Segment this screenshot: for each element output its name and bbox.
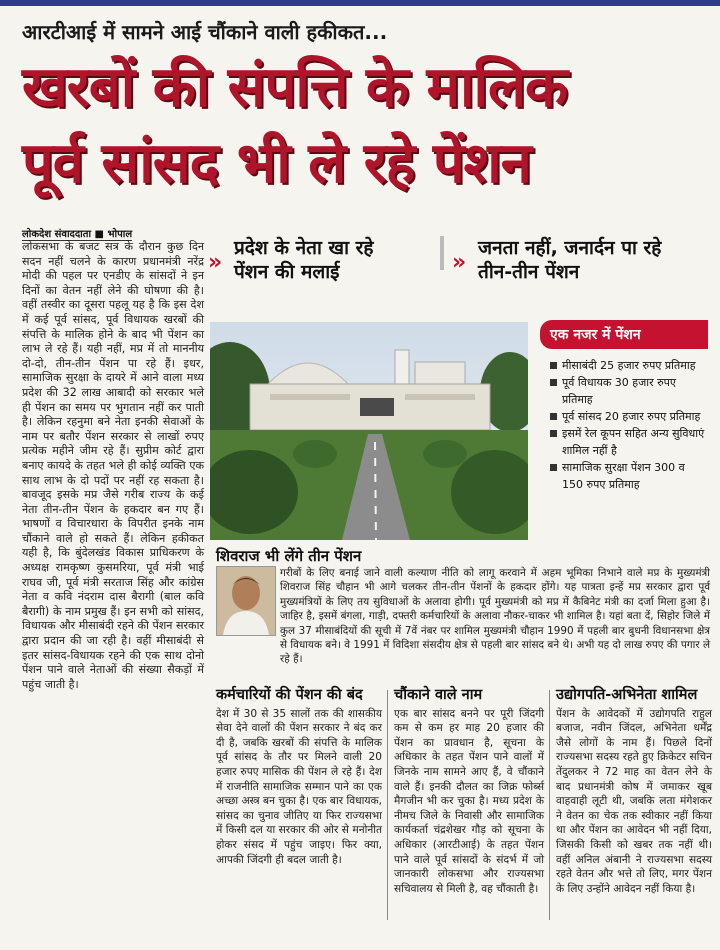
column-3-body: पेंशन के आवेदकों में उद्योगपति राहुल बजाज, नवीन जिंदल, अभिनेता धर्मेंद्र जैसे लोगों के नाम हैं। पिछले दिनों राज्यसभा सदस्य रहते हुए क्रिकेटर सचिन तेंदुलकर ने 72 माह का वेतन लेने के बाद प्रधानमंत्री कोष में जमाकर खूब वाहवाही लूटी थी, जबकि लता मंगेशकर ने वेतन का चेक तक स्वीकार नहीं किया था और पेंशन का आवेदन भी नहीं दिया, जिसकी किसी को खबर तक नहीं थी। वहीं अनिल अंबानी ने राज्यसभा सदस्य रहते वेतन और भत्ते तो लिए, मगर पेंशन के लिए उन्होंने आवेदन नहीं किया है। xyxy=(556,707,712,895)
column-1-body: देश में 30 से 35 सालों तक की शासकीय सेवा देने वालों की पेंशन सरकार ने बंद कर दी है, जबकि खरबों की संपत्ति के मालिक पूर्व सांसद के तौर पर मिलने वाली 20 हजार रुपए मासिक की पेंशन ले रहे हैं। देश में राजनीति सामाजिक सम्मान पाने का एक अच्छा अस्त्र बन चुका है। एक बार विधायक, सांसद का चुनाव जीतिए या फिर राज्यसभा में किसी दल या सरकार की ओर से मनोनीत होकर संसद में पहुंच जाइए। फिर क्या, आपकी जिंदगी ही बदल जाती है। xyxy=(216,707,382,866)
subhead-right-line-1: जनता नहीं, जनार्दन पा रहे xyxy=(478,237,662,259)
subhead-right-line-2: तीन-तीन पेंशन xyxy=(478,261,580,283)
headline-line-1: खरबों की संपत्ति के मालिक xyxy=(22,55,568,120)
kicker: आरटीआई में सामने आई चौंकाने वाली हकीकत... xyxy=(22,20,388,44)
list-item: मीसाबंदी 25 हजार रुपए प्रतिमाह xyxy=(552,357,708,374)
subhead-divider xyxy=(440,236,444,270)
column-3 xyxy=(556,688,712,896)
list-item: इसमें रेल कूपन सहित अन्य सुविधाएं शामिल नहीं है xyxy=(552,425,708,459)
subhead-left-line-1: प्रदेश के नेता खा रहे xyxy=(234,237,374,259)
left-column xyxy=(22,240,204,692)
top-color-strip xyxy=(0,0,720,6)
factbox xyxy=(540,320,708,528)
portrait-photo xyxy=(216,566,276,636)
assembly-building-photo xyxy=(210,322,528,540)
list-item: पूर्व विधायक 30 हजार रुपए प्रतिमाह xyxy=(552,374,708,408)
column-divider xyxy=(387,690,388,920)
headline-line-2: पूर्व सांसद भी ले रहे पेंशन xyxy=(22,131,531,196)
column-2-heading: चौंकाने वाले नाम xyxy=(394,687,483,703)
subhead-left xyxy=(234,236,374,284)
shivraj-body: गरीबों के लिए बनाई जाने वाली कल्याण नीति को लागू करवाने में अहम भूमिका निभाने वाले मप्र के मुख्यमंत्री शिवराज सिंह चौहान भी आगे चलकर तीन-तीन पेंशनों के हकदार होंगे। यह पात्रता इन्हें मप्र सरकार द्वारा पूर्व मुख्यमंत्रियों के लिए तय सुविधाओं के अलावा होगी। पूर्व मुख्यमंत्री को मप्र में कैबिनेट मंत्री का दर्जा मिला हुआ है। जाहिर है, इसमें बंगला, गाड़ी, दफ्तरी कर्मचारियों के अलावा नौकर-चाकर भी शामिल है। यहां बता दें, सिहोर जिले में कुल 37 मीसाबंदियों की सूची में 7वें नंबर पर शामिल मुख्यमंत्री चौहान 1990 में पहली बार बुधनी विधानसभा क्षेत्र से विधायक बने। वे 1991 में विदिशा संसदीय क्षेत्र से पहली बार सांसद बने थे। अभी यह दो लाख रुपए की पगार ले रहे हैं। xyxy=(280,567,710,666)
factbox-title: एक नजर में पेंशन xyxy=(540,320,708,349)
list-item: पूर्व सांसद 20 हजार रुपए प्रतिमाह xyxy=(552,408,708,425)
column-2-body: एक बार सांसद बनने पर पूरी जिंदगी कम से कम हर माह 20 हजार की पेंशन का प्रावधान है, सूचना के अधिकार के तहत पेंशन पाने वालों में जिनके नाम सामने आए हैं, वे चौंकाने वाले हैं। इनकी दौलत का जिक्र फोर्ब्स मैगजीन भी कर चुका है। मध्य प्रदेश के नीमच जिले के निवासी और सामाजिक कार्यकर्ता चंद्रशेखर गौड़ को सूचना के अधिकार (आरटीआई) के तहत पेंशन पाने वाले पूर्व सांसदों के संदर्भ में जो जानकारी लोकसभा और राज्यसभा सचिवालय से मिली है, वह चौंकाती है। xyxy=(394,707,544,895)
byline: लोकदेश संवाददाता ■ भोपाल xyxy=(22,226,132,241)
left-column-text: लोकसभा के बजट सत्र के दौरान कुछ दिन सदन नहीं चलने के कारण प्रधानमंत्री नरेंद्र मोदी की पहल पर एनडीए के सांसदों ने इन दिनों का वेतन नहीं लेने की घोषणा की है। वहीं तस्वीर का दूसरा पहलू यह है कि इस देश में कई पूर्व सांसद, पूर्व विधायक खरबों की संपत्ति के मालिक होने के बाद भी पेंशन का लाभ ले रहे हैं। यही नहीं, मप्र में तो माननीय दो-दो, तीन-तीन पेंशन पा रहे हैं। इधर, सामाजिक सुरक्षा के दायरे में आने वाला मध्य प्रदेश की 32 लाख आबादी को सरकार भले ही पेंशन का समय पर भुगतान नहीं कर पाती है। लेकिन रहनुमा बने नेता इनकी सेवाओं के नाम पर बतौर पेंशन सरकार से लाखों रुपए प्रत्येक महीने जीम रहे हैं। सुप्रीम कोर्ट द्वारा बनाए कायदे के तहत भले ही कोई व्यक्ति एक साथ लाभ के दो पदों पर नहीं रह सकता है। बावजूद इसके मप्र जैसे गरीब राज्य के कई नेता तीन-तीन पेंशन के हकदार बन गए हैं। भाषणों व विचारधारा के विपरीत इनके नाम चौंकाने वाले हो सकते हैं। लेकिन हकीकत यही है, कि बुंदेलखंड विकास प्राधिकरण के अध्यक्ष रामकृष्ण कुसमरिया, पूर्व मंत्री भाई राघव जी, पूर्व मंत्री सरताज सिंह और कांग्रेस नेता व कवि नंदराम दास बैरागी (बाल कवि बैरागी) के नाम प्रमुख हैं। इन सभी को सांसद, विधायक और मीसाबंदी रहने की पेंशन सरकार द्वारा प्रदान की जा रही है। वहीं मीसाबंदी से इतर सांसद-विधायक रहने की एक साथ दोनो पेंशन पाने वाले नेताओं की संख्या सैकड़ों में पहुंच जाती है। xyxy=(22,240,204,691)
column-divider xyxy=(549,690,550,920)
subhead-right xyxy=(478,236,661,284)
factbox-list xyxy=(540,357,708,493)
chevron-right-icon: » xyxy=(452,250,467,275)
column-2 xyxy=(394,688,544,896)
chevron-right-icon: » xyxy=(208,250,223,275)
subhead-left-line-2: पेंशन की मलाई xyxy=(234,261,340,283)
shivraj-title: शिवराज भी लेंगे तीन पेंशन xyxy=(216,547,362,565)
column-1-heading: कर्मचारियों की पेंशन की बंद xyxy=(216,687,363,703)
column-1 xyxy=(216,688,382,867)
column-3-heading: उद्योगपति-अभिनेता शामिल xyxy=(556,687,698,703)
list-item: सामाजिक सुरक्षा पेंशन 300 व 150 रुपए प्रतिमाह xyxy=(552,459,708,493)
